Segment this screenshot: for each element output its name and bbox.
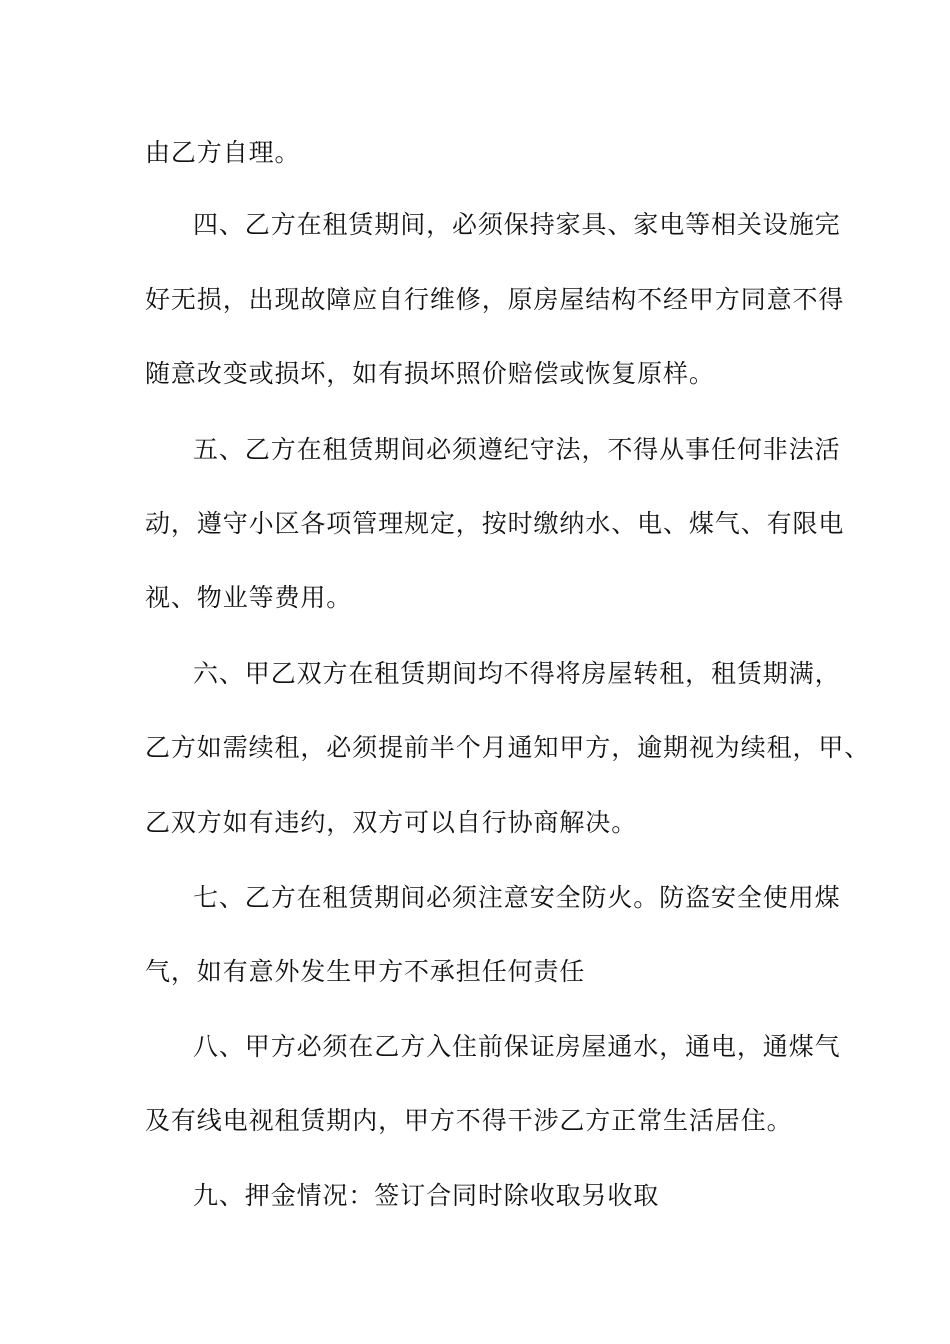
clause-5-line-3: 视、物业等费用。 [145,583,353,612]
clause-6-line-2: 乙方如需续租，必须提前半个月通知甲方，逾期视为续租，甲、 [145,733,871,762]
text-line-1: 由乙方自理。 [145,138,301,167]
clause-8-line-1: 八、甲方必须在乙方入住前保证房屋通水，通电，通煤气 [193,1032,841,1061]
clause-5-line-1: 五、乙方在租赁期间必须遵纪守法，不得从事任何非法活 [193,435,841,464]
clause-8-line-2: 及有线电视租赁期内，甲方不得干涉乙方正常生活居住。 [145,1106,793,1135]
clause-4-line-2: 好无损，出现故障应自行维修，原房屋结构不经甲方同意不得 [145,285,845,314]
clause-9-line-1: 九、押金情况：签订合同时除收取另收取 [193,1181,660,1210]
clause-7-line-2: 气，如有意外发生甲方不承担任何责任 [145,957,586,986]
clause-5-line-2: 动，遵守小区各项管理规定，按时缴纳水、电、煤气、有限电 [145,509,845,538]
clause-4-line-3: 随意改变或损坏，如有损坏照价赔偿或恢复原样。 [145,359,715,388]
clause-6-line-1: 六、甲乙双方在租赁期间均不得将房屋转租，租赁期满， [193,659,841,688]
clause-6-line-3: 乙双方如有违约，双方可以自行协商解决。 [145,808,638,837]
clause-7-line-1: 七、乙方在租赁期间必须注意安全防火。防盗安全使用煤 [193,883,841,912]
clause-4-line-1: 四、乙方在租赁期间，必须保持家具、家电等相关设施完 [193,210,841,239]
